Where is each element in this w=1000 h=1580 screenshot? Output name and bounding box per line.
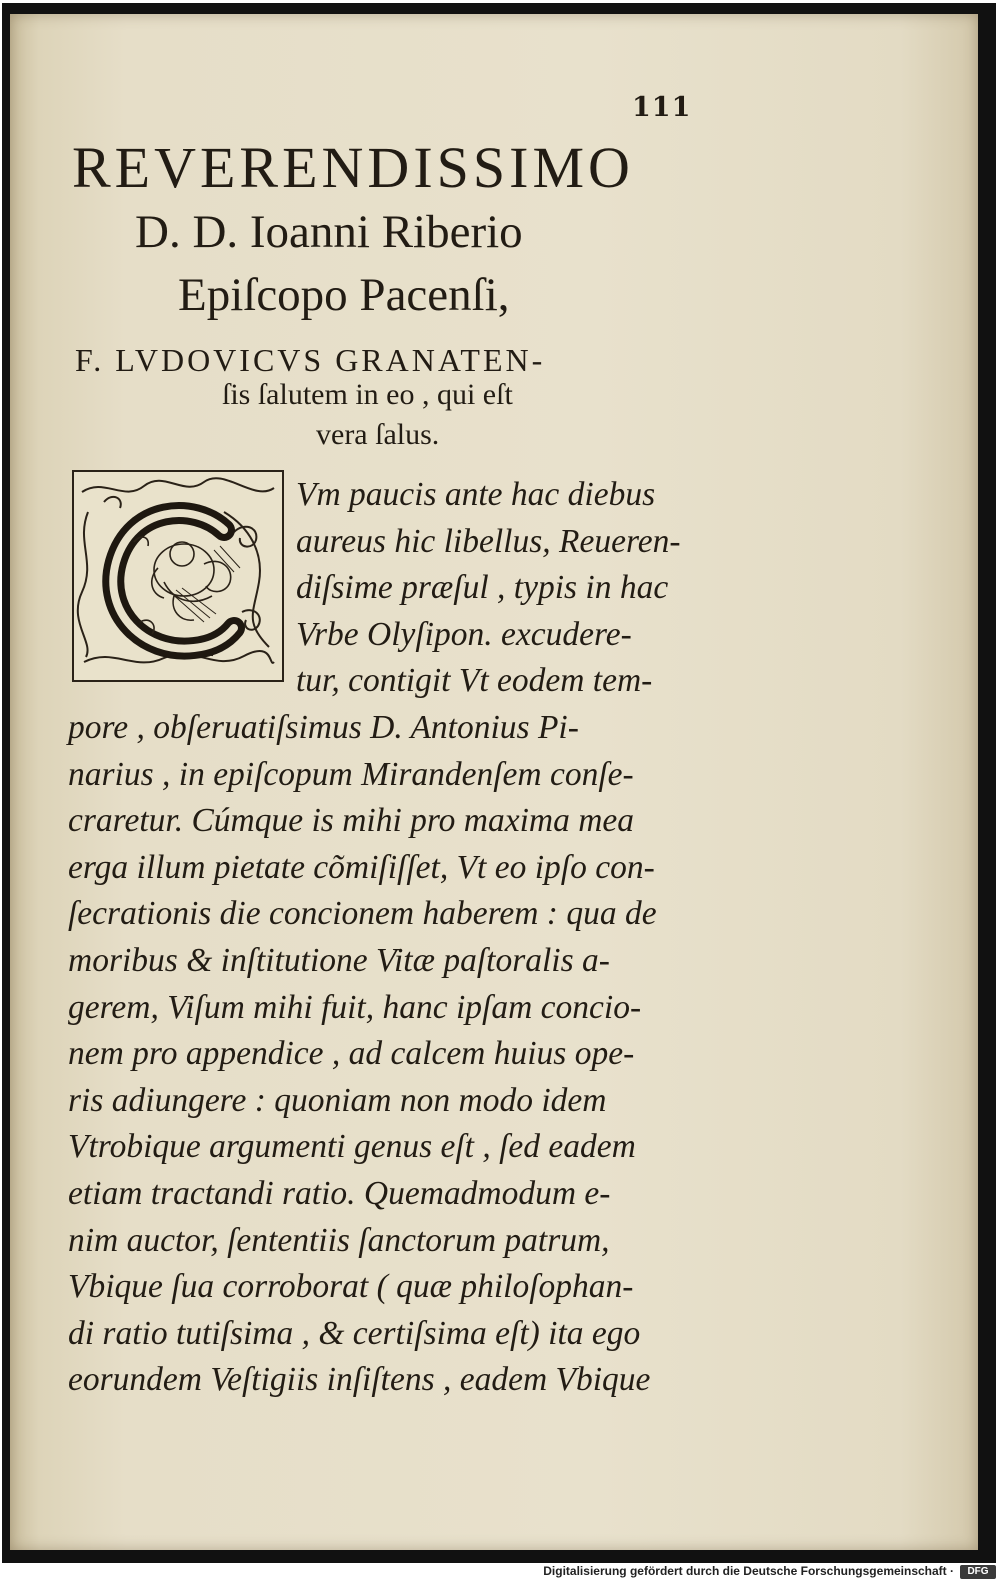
body-line: eorundem Veſtigiis inſiſtens , eadem Vbique: [68, 1361, 651, 1399]
heading-line-3: Epiſcopo Pacenſi,: [178, 269, 510, 321]
body-line: craretur. Cúmque is mihi pro maxima mea: [68, 802, 635, 840]
decorated-initial-c: [72, 470, 284, 682]
body-line: etiam tractandi ratio. Quemadmodum e-: [68, 1175, 611, 1212]
digitization-credit: Digitalisierung gefördert durch die Deutsche Forschungsgemeinschaft ·: [543, 1564, 954, 1578]
body-line: Vtrobique argumenti genus eſt , ſed eadem: [68, 1128, 636, 1166]
ornament-illustration: [74, 472, 282, 680]
heading-line-4: F. LVDOVICVS GRANATEN-: [75, 342, 546, 378]
dfg-logo: DFG: [960, 1565, 996, 1579]
body-line: Vm paucis ante hac diebus: [296, 476, 656, 513]
body-line: ris adiungere : quoniam non modo idem: [68, 1081, 607, 1119]
body-line: aureus hic libellus, Reueren-: [296, 522, 681, 560]
body-line: gerem, Viſum mihi fuit, hanc ipſam concio-: [68, 988, 642, 1026]
body-line: erga illum pietate cõmiſiſſet, Vt eo ipſo con-: [68, 848, 655, 886]
heading-line-6: vera ſalus.: [316, 418, 440, 451]
body-line: Vbique ſua corroborat ( quæ philoſophan-: [68, 1268, 634, 1306]
body-line: nim auctor, ſententiis ſanctorum patrum,: [68, 1221, 610, 1259]
body-line: tur, contigit Vt eodem tem-: [296, 662, 653, 700]
body-line: moribus & inſtitutione Vitæ paſtoralis a-: [68, 942, 610, 979]
body-line: Vrbe Olyſipon. excudere-: [296, 615, 632, 653]
body-line: di ratio tutiſsima , & certiſsima eſt) ita ego: [68, 1314, 641, 1352]
body-line: pore , obſeruatiſsimus D. Antonius Pi-: [68, 709, 579, 746]
body-line: ſecrationis die concionem haberem : qua de: [68, 895, 657, 933]
body-line: diſsime præſul , typis in hac: [296, 569, 669, 607]
body-line: nem pro appendice , ad calcem huius ope-: [68, 1035, 635, 1073]
heading-line-5: ſis ſalutem in eo , qui eſt: [222, 378, 513, 411]
page-number: 111: [632, 92, 692, 123]
body-line: narius , in epiſcopum Mirandenſem conſe-: [68, 755, 634, 793]
heading-line-2: D. D. Ioanni Riberio: [135, 206, 523, 258]
heading-line-1: REVERENDISSIMO: [72, 135, 634, 200]
